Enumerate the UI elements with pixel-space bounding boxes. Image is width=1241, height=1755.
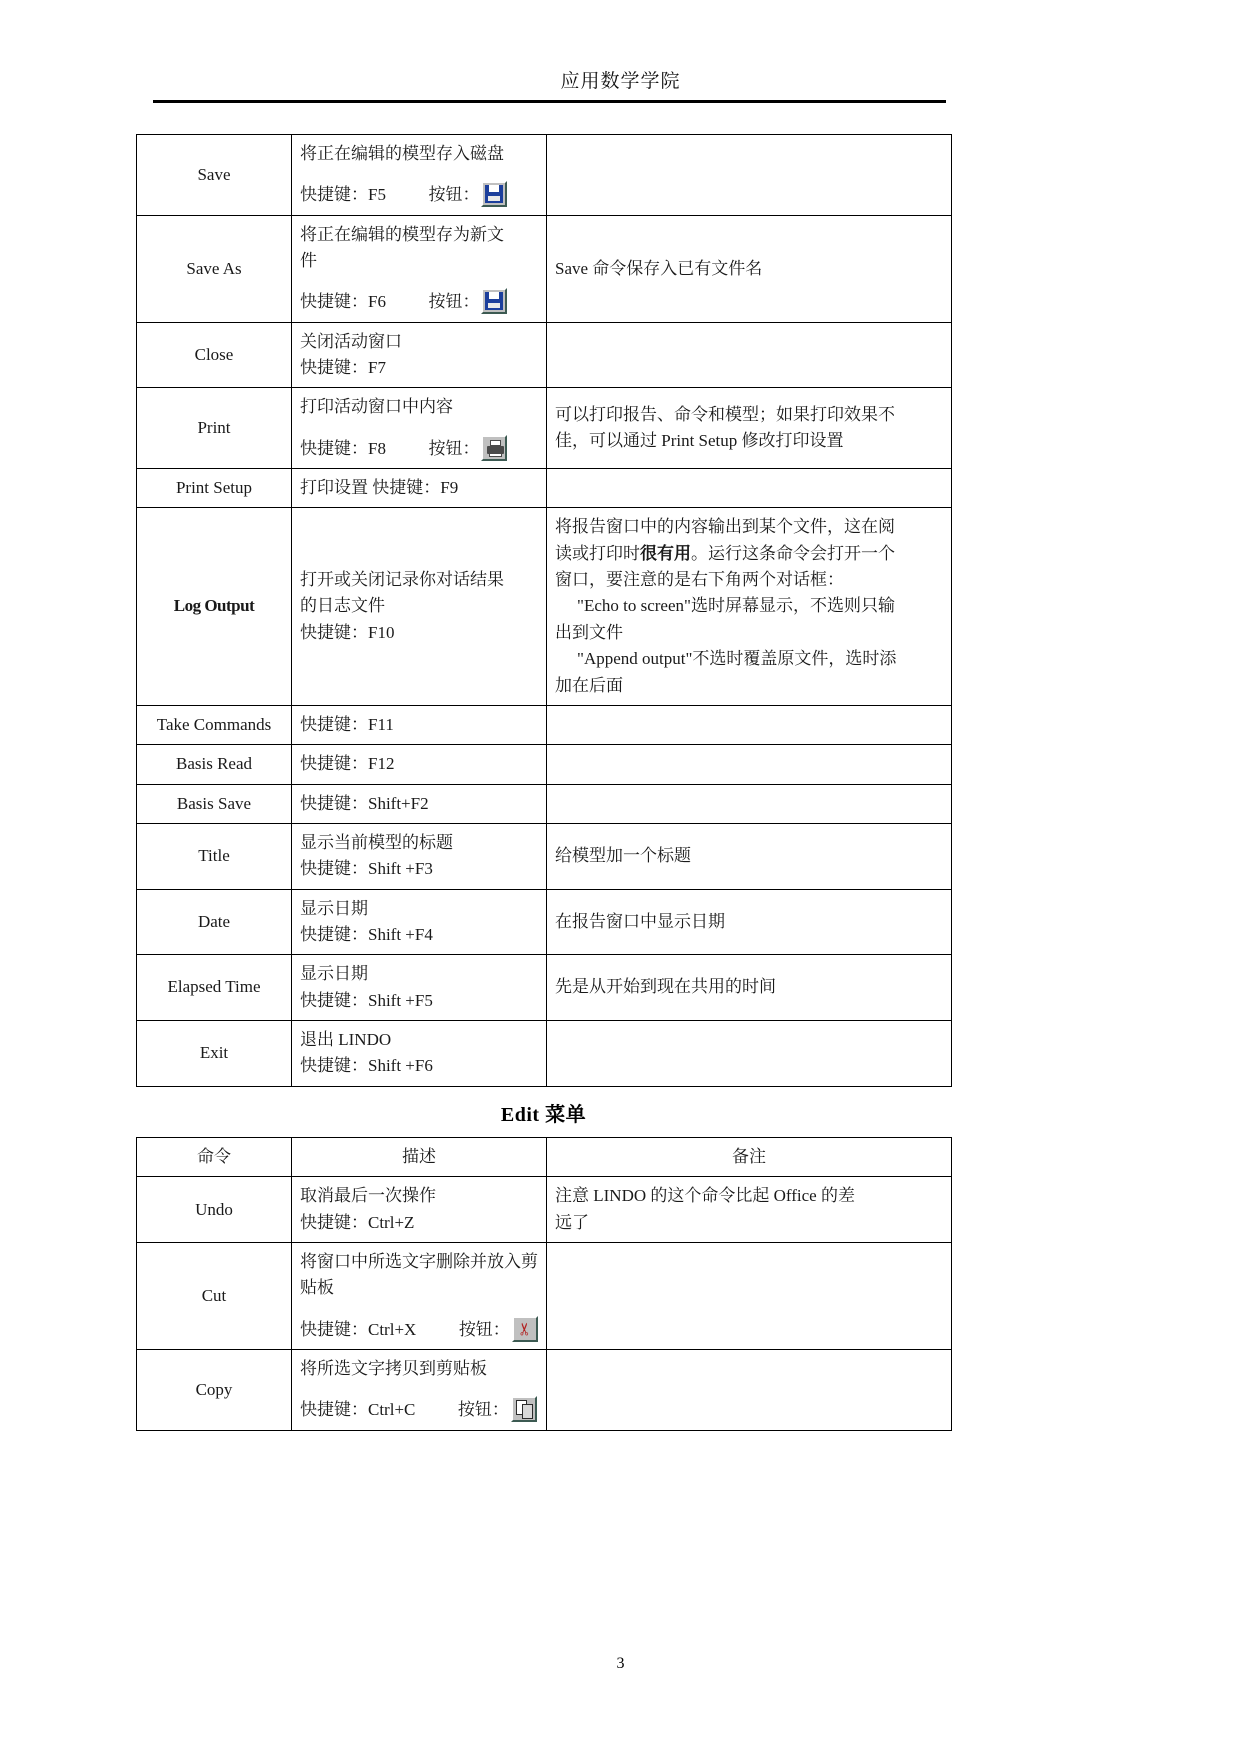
spacer xyxy=(300,1382,538,1396)
description-cell xyxy=(292,1177,547,1243)
command-cell xyxy=(137,1350,292,1431)
note-cell xyxy=(547,508,952,705)
note-cell xyxy=(547,1020,952,1086)
description-line: 件 xyxy=(300,251,317,271)
note-line-indented xyxy=(555,593,943,619)
description-line: 打开或关闭记录你对话结果 xyxy=(300,570,504,590)
note-line-text: "Echo to screen"选时屏幕显示，不选则只输 xyxy=(577,596,895,616)
description-cell xyxy=(292,784,547,823)
spacer xyxy=(300,167,538,181)
table-row xyxy=(137,508,952,705)
description-cell xyxy=(292,215,547,322)
note-line: 可以打印报告、命令和模型；如果打印效果不 xyxy=(555,404,895,424)
command-label: Undo xyxy=(195,1199,233,1219)
description-line: 快捷键：Ctrl+Z xyxy=(300,1212,415,1232)
note-line: 佳，可以通过 Print Setup 修改打印设置 xyxy=(555,431,844,451)
command-cell xyxy=(137,1243,292,1350)
description-line: 快捷键：Shift +F5 xyxy=(300,990,433,1010)
printer-glyph xyxy=(485,439,503,457)
command-cell xyxy=(137,745,292,784)
description-cell xyxy=(292,705,547,744)
description-line: 将正在编辑的模型存为新文 xyxy=(300,224,504,244)
note-line: 在报告窗口中显示日期 xyxy=(555,911,725,931)
button-label: 按钮： xyxy=(457,1400,509,1420)
table-row xyxy=(137,955,952,1021)
command-label: Date xyxy=(197,911,231,931)
note-cell xyxy=(547,1243,952,1350)
note-cell xyxy=(547,745,952,784)
shortcut-row xyxy=(300,439,507,458)
command-cell xyxy=(137,469,292,508)
running-header-title: 应用数学学院 xyxy=(560,71,681,92)
description-line: 显示日期 xyxy=(300,964,368,984)
description-line: 取消最后一次操作 xyxy=(300,1186,436,1206)
note-cell xyxy=(547,135,952,216)
edit-menu-table xyxy=(136,1137,952,1431)
running-header xyxy=(168,72,1073,93)
save-floppy-glyph xyxy=(485,185,503,203)
column-header-command: 命令 xyxy=(137,1138,292,1177)
button-label: 按钮： xyxy=(428,438,480,458)
command-cell xyxy=(137,388,292,469)
description-cell xyxy=(292,1243,547,1350)
shortcut-row xyxy=(300,185,507,204)
command-label: Title xyxy=(198,846,230,866)
note-line-emphasis xyxy=(555,541,943,567)
command-label: Log Output xyxy=(173,596,255,616)
command-label: Save As xyxy=(186,258,242,278)
note-line: 远了 xyxy=(555,1212,589,1232)
table-row xyxy=(137,823,952,889)
note-line: 加在后面 xyxy=(555,675,623,695)
button-label: 按钮： xyxy=(428,185,480,205)
command-label: Print xyxy=(197,418,231,438)
note-cell xyxy=(547,955,952,1021)
table-row xyxy=(137,784,952,823)
note-line: 注意 LINDO 的这个命令比起 Office 的差 xyxy=(555,1186,855,1206)
description-line: 快捷键：Shift +F4 xyxy=(300,924,433,944)
spacer xyxy=(300,274,538,288)
spacer xyxy=(300,421,538,435)
table-row xyxy=(137,705,952,744)
description-cell xyxy=(292,1020,547,1086)
description-line: 快捷键：F12 xyxy=(300,754,395,774)
table-row xyxy=(137,1020,952,1086)
description-cell xyxy=(292,1350,547,1431)
edit-heading-cjk: 菜单 xyxy=(539,1104,587,1126)
note-cell xyxy=(547,823,952,889)
shortcut-label: 快捷键：Ctrl+X xyxy=(300,1319,417,1339)
command-label: Elapsed Time xyxy=(167,977,261,997)
description-line: 显示日期 xyxy=(300,898,368,918)
command-cell xyxy=(137,322,292,388)
command-label: Basis Read xyxy=(175,754,253,774)
note-line-text: 读或打印时很有用。运行这条命令会打开一个 xyxy=(555,543,895,563)
table-row xyxy=(137,1350,952,1431)
command-cell xyxy=(137,135,292,216)
description-line: 贴板 xyxy=(300,1278,334,1298)
note-line: 给模型加一个标题 xyxy=(555,846,691,866)
description-line: 的日志文件 xyxy=(300,596,385,616)
note-line: 出到文件 xyxy=(555,622,623,642)
description-line: 退出 LINDO xyxy=(300,1029,392,1049)
description-line: 打印设置 快捷键：F9 xyxy=(300,478,459,498)
command-label: Basis Save xyxy=(176,793,252,813)
command-cell xyxy=(137,215,292,322)
save-floppy-icon xyxy=(481,181,507,207)
description-cell xyxy=(292,135,547,216)
description-cell xyxy=(292,469,547,508)
header-divider-rule xyxy=(153,100,946,103)
description-cell xyxy=(292,955,547,1021)
note-cell xyxy=(547,322,952,388)
printer-paper xyxy=(489,453,502,457)
description-line: 快捷键：Shift +F3 xyxy=(300,859,433,879)
spacer xyxy=(300,1302,538,1316)
note-line-text: "Append output"不选时覆盖原文件，选时添 xyxy=(577,649,897,669)
scissors-icon xyxy=(512,1316,538,1342)
note-cell xyxy=(547,469,952,508)
command-cell xyxy=(137,889,292,955)
shortcut-row xyxy=(300,1320,538,1339)
column-header-note: 备注 xyxy=(547,1138,952,1177)
command-cell xyxy=(137,1020,292,1086)
note-line: 窗口，要注意的是右下角两个对话框： xyxy=(555,570,844,590)
command-label: Save xyxy=(197,164,231,184)
description-line: 将所选文字拷贝到剪贴板 xyxy=(300,1359,487,1379)
table-row xyxy=(137,215,952,322)
shortcut-label: 快捷键：Ctrl+C xyxy=(300,1400,416,1420)
shortcut-label: 快捷键：F6 xyxy=(300,292,386,312)
command-cell xyxy=(137,955,292,1021)
table-row xyxy=(137,135,952,216)
command-label: Copy xyxy=(195,1379,233,1399)
description-line: 将正在编辑的模型存入磁盘 xyxy=(300,144,504,163)
table-header-row xyxy=(137,1138,952,1177)
description-cell xyxy=(292,322,547,388)
printer-icon xyxy=(481,435,507,461)
note-cell xyxy=(547,889,952,955)
command-label: Take Commands xyxy=(156,714,272,734)
description-cell xyxy=(292,823,547,889)
description-cell xyxy=(292,745,547,784)
command-cell xyxy=(137,784,292,823)
description-line: 关闭活动窗口 xyxy=(300,331,402,351)
description-line: 将窗口中所选文字删除并放入剪 xyxy=(300,1252,538,1272)
table-row xyxy=(137,745,952,784)
table-row xyxy=(137,889,952,955)
description-line: 快捷键：Shift+F2 xyxy=(300,793,429,813)
note-cell xyxy=(547,1350,952,1431)
page-number: 3 xyxy=(616,1655,625,1672)
edit-section-heading xyxy=(136,1098,951,1127)
column-header-description: 描述 xyxy=(292,1138,547,1177)
description-line: 快捷键：F7 xyxy=(300,358,386,378)
note-cell xyxy=(547,1177,952,1243)
shortcut-row xyxy=(300,1400,537,1419)
note-line: 先是从开始到现在共用的时间 xyxy=(555,977,776,997)
table-row xyxy=(137,469,952,508)
note-line: 将报告窗口中的内容输出到某个文件，这在阅 xyxy=(555,517,895,537)
edit-heading-latin: Edit xyxy=(500,1104,540,1126)
emphasis-text: 很有用 xyxy=(640,543,691,563)
shortcut-label: 快捷键：F5 xyxy=(300,185,386,205)
command-label: Cut xyxy=(201,1285,227,1305)
page-footer xyxy=(0,1655,1241,1673)
description-cell xyxy=(292,508,547,705)
note-cell xyxy=(547,784,952,823)
save-floppy-glyph xyxy=(485,292,503,310)
command-label: Print Setup xyxy=(175,478,253,498)
command-label: Exit xyxy=(199,1043,229,1063)
description-cell xyxy=(292,388,547,469)
button-label: 按钮： xyxy=(428,292,480,312)
shortcut-row xyxy=(300,292,507,311)
description-line: 快捷键：Shift +F6 xyxy=(300,1056,433,1076)
table-row xyxy=(137,1177,952,1243)
scissors-glyph xyxy=(516,1320,534,1338)
description-line: 显示当前模型的标题 xyxy=(300,832,453,852)
command-cell xyxy=(137,823,292,889)
note-line: Save 命令保存入已有文件名 xyxy=(555,258,763,278)
table-row xyxy=(137,388,952,469)
description-line: 快捷键：F11 xyxy=(300,714,394,734)
table-row xyxy=(137,1243,952,1350)
save-floppy-icon xyxy=(481,288,507,314)
command-cell xyxy=(137,705,292,744)
copy-icon xyxy=(511,1396,537,1422)
note-cell xyxy=(547,705,952,744)
copy-glyph xyxy=(515,1400,533,1418)
button-label: 按钮： xyxy=(458,1319,510,1339)
command-label: Close xyxy=(194,344,234,364)
note-line-indented xyxy=(555,646,943,672)
description-line: 打印活动窗口中内容 xyxy=(300,397,453,417)
file-menu-table xyxy=(136,134,952,1087)
command-cell xyxy=(137,508,292,705)
note-cell xyxy=(547,388,952,469)
description-line: 快捷键：F10 xyxy=(300,622,395,642)
command-cell xyxy=(137,1177,292,1243)
description-cell xyxy=(292,889,547,955)
note-cell xyxy=(547,215,952,322)
shortcut-label: 快捷键：F8 xyxy=(300,438,386,458)
table-row xyxy=(137,322,952,388)
